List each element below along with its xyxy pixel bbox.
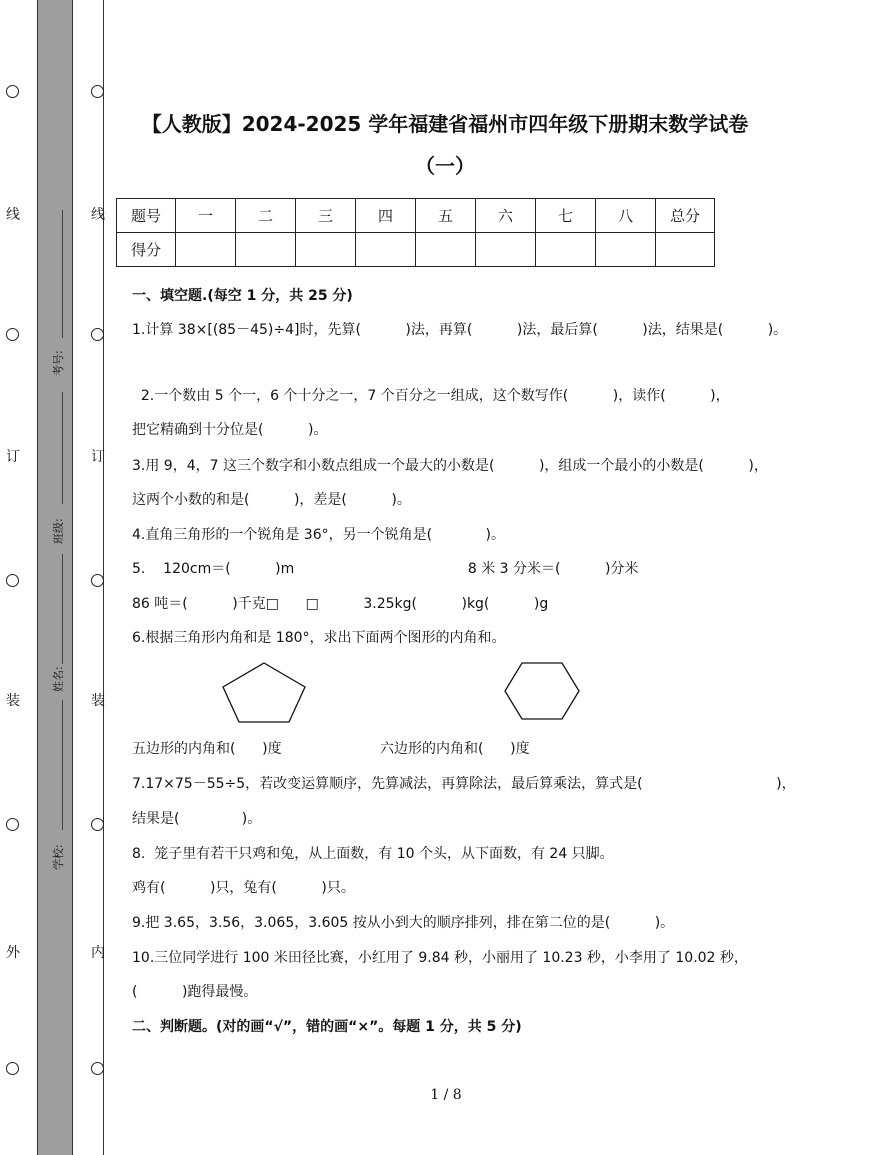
question-line: 这两个小数的和是( )，差是( )。 — [132, 492, 411, 508]
table-cell: 七 — [536, 199, 596, 233]
exam-number-field[interactable] — [62, 210, 63, 338]
question-line: 鸡有( )只，兔有( )只。 — [132, 880, 355, 896]
section-heading: 一、填空题.(每空 1 分，共 25 分) — [132, 288, 353, 304]
score-input-cell[interactable] — [596, 233, 656, 267]
punch-hole — [6, 1062, 19, 1075]
punch-hole — [91, 328, 104, 341]
margin-char-nei: 内 — [91, 945, 105, 961]
punch-hole — [6, 328, 19, 341]
table-cell: 五 — [416, 199, 476, 233]
name-field[interactable] — [62, 554, 63, 664]
margin-char-zhuang: 装 — [6, 693, 20, 709]
margin-char-xian: 线 — [6, 207, 20, 223]
table-cell: 总分 — [656, 199, 715, 233]
section-heading: 二、判断题。(对的画“√”，错的画“×”。每题 1 分，共 5 分) — [132, 1019, 522, 1035]
page-number: 1 / 8 — [430, 1087, 462, 1103]
question-line: 8. 笼子里有若干只鸡和兔，从上面数，有 10 个头，从下面数，有 24 只脚。 — [132, 846, 614, 862]
table-cell: 八 — [596, 199, 656, 233]
question-line: 2.一个数由 5 个一，6 个十分之一，7 个百分之一组成，这个数写作( )，读作( )， — [132, 388, 730, 404]
punch-hole — [91, 85, 104, 98]
score-input-cell[interactable] — [656, 233, 715, 267]
question-line: 86 吨＝( )千克□ □ 3.25kg( )kg( )g — [132, 596, 549, 612]
margin-rule — [37, 0, 38, 1155]
punch-hole — [6, 574, 19, 587]
punch-hole — [6, 818, 19, 831]
score-table-score-row — [117, 233, 715, 267]
question-line: 9.把 3.65，3.56，3.065，3.605 按从小到大的顺序排列，排在第二位的是( )。 — [132, 915, 675, 931]
punch-hole — [91, 818, 104, 831]
question-line: 5. 120cm＝( )m 8 米 3 分米＝( )分米 — [132, 561, 639, 577]
punch-hole — [6, 85, 19, 98]
page-title: 【人教版】2024-2025 学年福建省福州市四年级下册期末数学试卷 — [141, 112, 749, 136]
page-subtitle: （一） — [415, 154, 475, 178]
score-input-cell[interactable] — [236, 233, 296, 267]
question-line: 4.直角三角形的一个锐角是 36°，另一个锐角是( )。 — [132, 527, 505, 543]
school-label: 学校: — [52, 844, 65, 870]
margin-char-ding: 订 — [6, 449, 20, 465]
table-cell: 题号 — [117, 199, 176, 233]
binding-strip — [38, 0, 72, 1155]
score-table-header-row — [117, 199, 715, 233]
class-field[interactable] — [62, 392, 63, 504]
exam-number-label: 考号: — [52, 350, 65, 376]
question-line: 10.三位同学进行 100 米田径比赛，小红用了 9.84 秒，小丽用了 10.23 秒，小李用了 10.02 秒， — [132, 950, 748, 966]
margin-char-zhuang: 装 — [91, 693, 105, 709]
score-input-cell[interactable] — [356, 233, 416, 267]
class-label: 班级: — [52, 518, 65, 544]
table-cell: 得分 — [117, 233, 176, 267]
name-label: 姓名: — [52, 666, 65, 692]
punch-hole — [91, 574, 104, 587]
question-line: 结果是( )。 — [132, 811, 262, 827]
hexagon-caption: 六边形的内角和( )度 — [380, 741, 530, 757]
question-line: ( )跑得最慢。 — [132, 984, 258, 1000]
score-input-cell[interactable] — [416, 233, 476, 267]
question-line: 6.根据三角形内角和是 180°，求出下面两个图形的内角和。 — [132, 630, 506, 646]
margin-char-xian: 线 — [91, 207, 105, 223]
question-line: 3.用 9，4，7 这三个数字和小数点组成一个最大的小数是( )，组成一个最小的小数是( )， — [132, 458, 768, 474]
punch-hole — [91, 1062, 104, 1075]
table-cell: 六 — [476, 199, 536, 233]
score-table — [116, 198, 715, 267]
table-cell: 一 — [176, 199, 236, 233]
score-input-cell[interactable] — [176, 233, 236, 267]
table-cell: 三 — [296, 199, 356, 233]
pentagon-caption: 五边形的内角和( )度 — [132, 741, 282, 757]
score-input-cell[interactable] — [536, 233, 596, 267]
question-line: 7.17×75－55÷5，若改变运算顺序，先算减法，再算除法，最后算乘法，算式是( )， — [132, 776, 796, 792]
question-line: 把它精确到十分位是( )。 — [132, 422, 328, 438]
margin-char-ding: 订 — [91, 449, 105, 465]
score-input-cell[interactable] — [476, 233, 536, 267]
hexagon-figure — [502, 660, 582, 722]
margin-rule — [72, 0, 73, 1155]
margin-char-wai: 外 — [6, 945, 20, 961]
pentagon-figure — [218, 660, 310, 726]
question-line: 1.计算 38×[(85－45)÷4]时，先算( )法，再算( )法，最后算( )法，结果是( )。 — [132, 322, 788, 338]
school-field[interactable] — [62, 700, 63, 830]
table-cell: 四 — [356, 199, 416, 233]
score-input-cell[interactable] — [296, 233, 356, 267]
table-cell: 二 — [236, 199, 296, 233]
